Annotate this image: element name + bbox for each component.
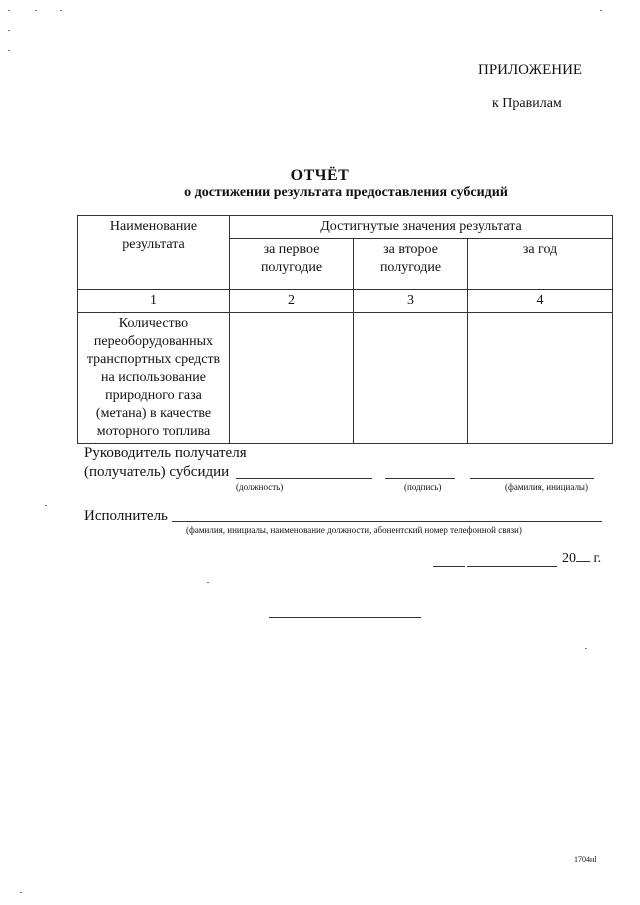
- header-year: за год: [468, 239, 613, 290]
- executor-caption: (фамилия, инициалы, наименование должности, абонентский номер телефонной связи): [186, 525, 522, 535]
- table-row: [78, 313, 613, 444]
- report-title: ОТЧЁТ: [290, 167, 350, 184]
- scan-speck: [600, 10, 602, 11]
- scan-speck: [45, 505, 47, 506]
- column-number: 2: [230, 290, 354, 313]
- first-half-value-cell: [230, 313, 354, 444]
- recipient-label: (получатель) субсидии: [84, 464, 230, 480]
- scan-speck: [20, 892, 22, 893]
- month-line: [467, 566, 557, 567]
- signature-caption: (подпись): [404, 482, 442, 492]
- year-suffix: г.: [593, 551, 602, 566]
- header-second-half: за второе полугодие: [354, 239, 468, 290]
- year-value-cell: [468, 313, 613, 444]
- year-blank: [576, 561, 590, 562]
- header-achieved-values: Достигнутые значения результата: [230, 216, 613, 239]
- results-table: [77, 215, 613, 444]
- head-of-recipient-label: Руководитель получателя: [84, 445, 247, 461]
- scan-speck: [8, 30, 10, 31]
- year-prefix: 20: [562, 551, 576, 566]
- name-line: [470, 478, 594, 479]
- separator-line: [269, 617, 421, 618]
- column-number: 3: [354, 290, 468, 313]
- executor-line: [172, 521, 602, 522]
- report-subtitle: о достижении результата предоставления субсидий: [184, 185, 508, 200]
- day-line: [433, 566, 465, 567]
- document-code: 1704нl: [574, 855, 597, 864]
- executor-label: Исполнитель: [84, 508, 168, 524]
- header-first-half: за первое полугодие: [230, 239, 354, 290]
- rules-reference: к Правилам: [492, 96, 562, 111]
- scan-speck: [8, 10, 10, 11]
- scan-speck: [585, 648, 587, 649]
- second-half-value-cell: [354, 313, 468, 444]
- position-caption: (должность): [236, 482, 284, 492]
- result-name-cell: Количество переоборудованных транспортных средств на использование природного газа (метана) в качестве моторного топлива: [78, 313, 230, 444]
- scan-speck: [60, 10, 62, 11]
- column-number: 4: [468, 290, 613, 313]
- scan-speck: [207, 582, 209, 583]
- position-line: [236, 478, 372, 479]
- annex-label: ПРИЛОЖЕНИЕ: [478, 62, 583, 78]
- header-result-name: Наименование результата: [78, 216, 230, 290]
- name-caption: (фамилия, инициалы): [505, 482, 588, 492]
- scan-speck: [35, 10, 37, 11]
- scan-speck: [8, 50, 10, 51]
- column-number: 1: [78, 290, 230, 313]
- signature-line: [385, 478, 455, 479]
- date-year: [562, 551, 601, 567]
